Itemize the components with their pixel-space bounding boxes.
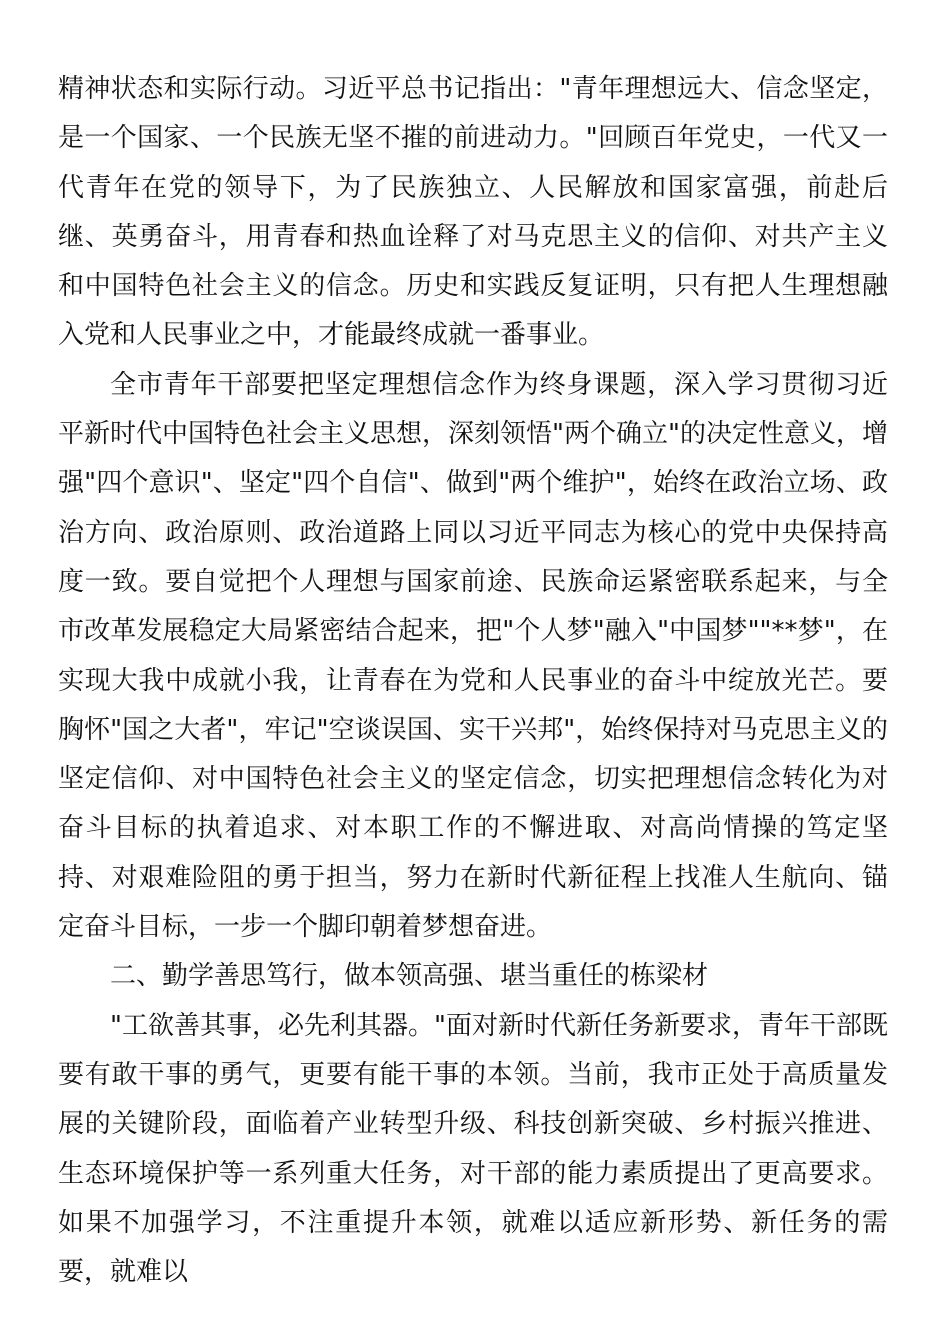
section-heading-2: 二、勤学善思笃行，做本领高强、堪当重任的栋梁材	[110, 961, 709, 992]
paragraph-ideals-continuation: 精神状态和实际行动。习近平总书记指出："青年理想远大、信念坚定，是一个国家、一个民族无坚不摧的前进动力。"回顾百年党史，一代又一代青年在党的领导下，为了民族独立、人民解放和国家富强，前赴后继、英勇奋斗，用青春和热血诠释了对马克思主义的信仰、对共产主义和中国特色社会主义的信念。历史和实践反复证明，只有把人生理想融入党和人民事业之中，才能最终成就一番事业。	[58, 74, 888, 351]
paragraph-youth-cadres-ideals: 全市青年干部要把坚定理想信念作为终身课题，深入学习贯彻习近平新时代中国特色社会主义思想，深刻领悟"两个确立"的决定性意义，增强"四个意识"、坚定"四个自信"、做到"两个维护"，始终在政治立场、政治方向、政治原则、政治道路上同以习近平同志为核心的党中央保持高度一致。要自觉把个人理想与国家前途、民族命运紧密联系起来，与全市改革发展稳定大局紧密结合起来，把"个人梦"融入"中国梦""**梦"，在实现大我中成就小我，让青春在为党和人民事业的奋斗中绽放光芒。要胸怀"国之大者"，牢记"空谈误国、实干兴邦"，始终保持对马克思主义的坚定信仰、对中国特色社会主义的坚定信念，切实把理想信念转化为对奋斗目标的执着追求、对本职工作的不懈进取、对高尚情操的笃定坚持、对艰难险阻的勇于担当，努力在新时代新征程上找准人生航向、锚定奋斗目标，一步一个脚印朝着梦想奋进。	[58, 369, 888, 943]
paragraph-study-skills: "工欲善其事，必先利其器。"面对新时代新任务新要求，青年干部既要有敢干事的勇气，更要有能干事的本领。当前，我市正处于高质量发展的关键阶段，面临着产业转型升级、科技创新突破、乡村振兴推进、生态环境保护等一系列重大任务，对干部的能力素质提出了更高要求。如果不加强学习，不注重提升本领，就难以适应新形势、新任务的需要，就难以	[58, 1010, 888, 1288]
document-page	[58, 65, 888, 1297]
